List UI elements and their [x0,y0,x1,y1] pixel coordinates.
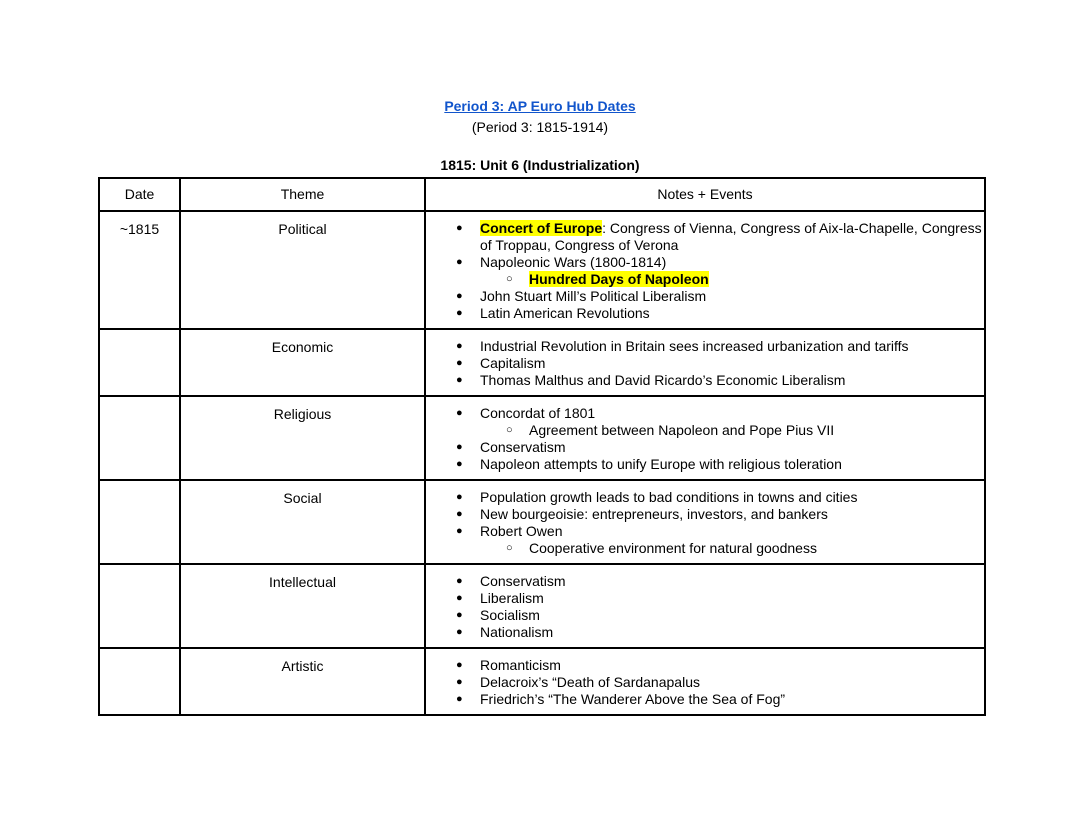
bullet-list [426,489,984,557]
list-item [480,220,984,254]
notes-cell [425,329,985,396]
theme-cell: Political [180,211,425,329]
list-item: ● Latin American Revolutions [480,305,984,322]
bullet-list [426,220,984,322]
list-item: ● Nationalism [480,624,984,641]
list-item: ● Capitalism [480,355,984,372]
highlighted-term: Concert of Europe [480,220,603,236]
list-item: ● Delacroix’s “Death of Sardanapalus [480,674,984,691]
date-cell [99,480,180,564]
sub-list-item: ○ Cooperative environment for natural goodness [529,540,984,557]
list-item-text: Napoleonic Wars (1800-1814) [480,254,667,270]
list-item: ● Industrial Revolution in Britain sees increased urbanization and tariffs [480,338,984,355]
sub-bullet-list [480,271,984,288]
list-item: ● Socialism [480,607,984,624]
notes-cell [425,480,985,564]
theme-cell: Economic [180,329,425,396]
list-item: ● Romanticism [480,657,984,674]
notes-cell [425,211,985,329]
hub-dates-table [98,177,986,716]
list-item: ● Conservatism [480,573,984,590]
table-row [99,480,985,564]
notes-cell [425,396,985,480]
document-title-link[interactable]: Period 3: AP Euro Hub Dates [444,98,636,114]
sub-list-item: ○ Agreement between Napoleon and Pope Pius VII [529,422,984,439]
table-row [99,396,985,480]
list-item: ● Population growth leads to bad conditions in towns and cities [480,489,984,506]
column-header-theme: Theme [180,178,425,211]
list-item: ● Conservatism [480,439,984,456]
column-header-date: Date [99,178,180,211]
list-item-text: : Congress of Vienna, Congress of Aix-la-Chapelle, Congress of Troppau, Congress of Verona [480,220,982,253]
sub-bullet-list [480,540,984,557]
theme-cell: Artistic [180,648,425,715]
date-cell: ~1815 [99,211,180,329]
table-row [99,329,985,396]
list-item [480,523,984,557]
table-row [99,648,985,715]
list-item: ● Friedrich’s “The Wanderer Above the Sea of Fog” [480,691,984,708]
list-item-text: Concordat of 1801 [480,405,596,421]
date-cell [99,564,180,648]
date-cell [99,396,180,480]
bullet-list [426,338,984,389]
sub-bullet-list [480,422,984,439]
document-subtitle: (Period 3: 1815-1914) [471,119,609,135]
date-cell [99,648,180,715]
column-header-notes: Notes + Events [425,178,985,211]
unit-heading: 1815: Unit 6 (Industrialization) [440,157,640,173]
theme-cell: Social [180,480,425,564]
notes-cell [425,564,985,648]
bullet-list [426,657,984,708]
list-item: ● New bourgeoisie: entrepreneurs, investors, and bankers [480,506,984,523]
theme-cell: Religious [180,396,425,480]
table-header-row [99,178,985,211]
date-cell [99,329,180,396]
list-item: ● John Stuart Mill’s Political Liberalism [480,288,984,305]
highlighted-term: Hundred Days of Napoleon [529,271,709,287]
bullet-list [426,405,984,473]
bullet-list [426,573,984,641]
table-row [99,564,985,648]
sub-list-item [529,271,984,288]
list-item: ● Liberalism [480,590,984,607]
list-item: ● Napoleon attempts to unify Europe with religious toleration [480,456,984,473]
list-item-text: Robert Owen [480,523,563,539]
table-row [99,211,985,329]
list-item [480,254,984,288]
list-item: ● Thomas Malthus and David Ricardo’s Economic Liberalism [480,372,984,389]
theme-cell: Intellectual [180,564,425,648]
notes-cell [425,648,985,715]
list-item [480,405,984,439]
